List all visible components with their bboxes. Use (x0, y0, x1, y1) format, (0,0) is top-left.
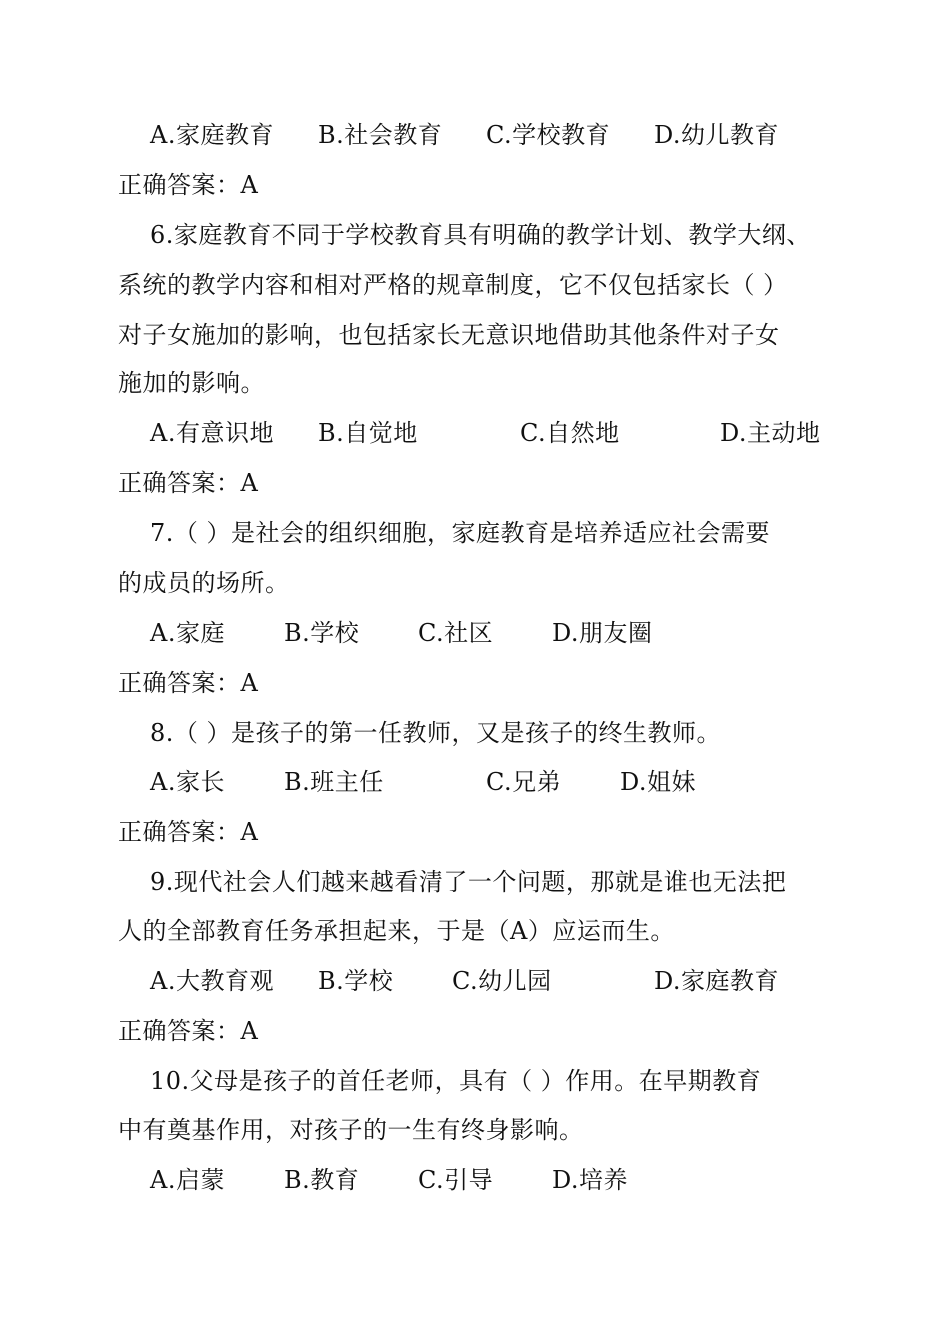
q8-option-b: B.班主任 (284, 768, 384, 796)
q7-option-b: B.学校 (284, 619, 360, 647)
q6-option-d: D.主动地 (720, 419, 821, 447)
q10-option-c: C.引导 (418, 1166, 494, 1194)
q5-option-a: A.家庭教育 (150, 121, 274, 149)
q5-option-d: D.幼儿教育 (654, 121, 780, 149)
q6-text-line-2: 系统的教学内容和相对严格的规章制度，它不仅包括家长（ ） (118, 271, 788, 299)
q9-text-line-1: 9.现代社会人们越来越看清了一个问题，那就是谁也无法把 (150, 868, 787, 896)
q7-text-line-2: 的成员的场所。 (118, 569, 290, 597)
q7-option-d: D.朋友圈 (552, 619, 653, 647)
q10-option-b: B.教育 (284, 1166, 360, 1194)
q7-option-c: C.社区 (418, 619, 494, 647)
q5-answer: 正确答案：A (118, 171, 259, 199)
q9-option-a: A.大教育观 (150, 967, 274, 995)
q9-option-b: B.学校 (318, 967, 394, 995)
q8-answer: 正确答案：A (118, 818, 259, 846)
q10-option-d: D.培养 (552, 1166, 629, 1194)
q10-text-line-2: 中有奠基作用，对孩子的一生有终身影响。 (118, 1116, 584, 1144)
q6-text-line-4: 施加的影响。 (118, 369, 265, 397)
q7-text-line-1: 7.（ ）是社会的组织细胞，家庭教育是培养适应社会需要 (150, 519, 771, 547)
q7-answer: 正确答案：A (118, 669, 259, 697)
q5-option-b: B.社会教育 (318, 121, 443, 149)
q6-option-c: C.自然地 (520, 419, 620, 447)
q7-option-a: A.家庭 (150, 619, 225, 647)
q10-text-line-1: 10.父母是孩子的首任老师，具有（ ）作用。在早期教育 (150, 1067, 762, 1095)
q5-option-c: C.学校教育 (486, 121, 611, 149)
q8-text-line-1: 8.（ ）是孩子的第一任教师，又是孩子的终生教师。 (150, 719, 722, 747)
q6-text-line-3: 对子女施加的影响，也包括家长无意识地借助其他条件对子女 (118, 321, 780, 349)
q6-option-a: A.有意识地 (150, 419, 274, 447)
q8-option-c: C.兄弟 (486, 768, 562, 796)
q9-option-d: D.家庭教育 (654, 967, 780, 995)
q8-option-a: A.家长 (150, 768, 225, 796)
q10-option-a: A.启蒙 (150, 1166, 225, 1194)
q9-answer: 正确答案：A (118, 1017, 259, 1045)
q6-option-b: B.自觉地 (318, 419, 418, 447)
q6-text-line-1: 6.家庭教育不同于学校教育具有明确的教学计划、教学大纲、 (150, 221, 811, 249)
q9-text-line-2: 人的全部教育任务承担起来，于是（A）应运而生。 (118, 917, 675, 945)
q9-option-c: C.幼儿园 (452, 967, 552, 995)
q8-option-d: D.姐妹 (620, 768, 697, 796)
q6-answer: 正确答案：A (118, 469, 259, 497)
